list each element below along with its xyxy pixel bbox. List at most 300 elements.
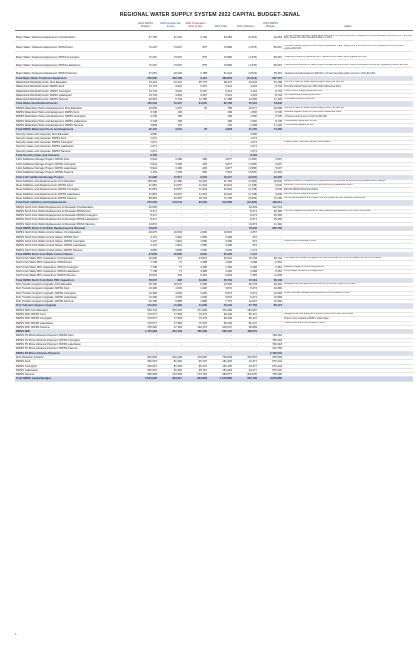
value-cell: - [258, 149, 283, 153]
row-label: RWSS Watershed Tools and Equipment: RWSS Kent [15, 111, 133, 115]
value-cell: 7,383 [233, 274, 258, 278]
note-cell: • Fire/water Inventory $10,000 [283, 98, 413, 102]
note-cell: Budgeted plan sun approved 12/31/2020 by RWSS Project Committee [283, 282, 413, 286]
row-label: 1410 Additional Storage Project: RWSS Kent [15, 158, 133, 162]
value-cell: - [183, 209, 208, 213]
value-cell: 1,885 [183, 300, 208, 304]
value-cell: 5,396 [183, 282, 208, 286]
budget-table [15, 22, 413, 382]
note-cell: Project expected to be complete in 2021 [283, 321, 413, 325]
note-cell: 2022 Budget carryover to budget 2021 [283, 270, 413, 274]
value-cell: 4,536 [158, 287, 183, 291]
value-cell: 31,881 [133, 188, 158, 192]
value-cell: 1,071 [233, 141, 258, 145]
value-cell: 1,580 [183, 235, 208, 239]
value-cell: 13,396 [133, 295, 158, 299]
value-cell: 3,893 [133, 123, 158, 127]
value-cell: 85,473 [258, 304, 283, 308]
value-cell: 3,748 [133, 111, 158, 115]
row-label: RWSS Tacoma [15, 373, 133, 377]
value-cell: 21,725 [233, 128, 258, 132]
value-cell: 7,147 [233, 252, 258, 256]
value-cell: 3,268 [233, 265, 258, 269]
value-cell: (3,570) [233, 171, 258, 175]
value-cell: - [233, 347, 258, 351]
column-header-budget: 2021 RWSS Budget [133, 22, 158, 30]
value-cell: 3,700 [183, 35, 208, 41]
row-label: 1410 Additional Storage Project: RWSS Tacoma [15, 171, 133, 175]
value-cell: 11,039 [258, 274, 283, 278]
row-label: RWSS North Fork Wells Control Valves: RWSS Kent [15, 235, 133, 239]
value-cell: 128,000 [133, 179, 158, 183]
value-cell: 73,007 [158, 64, 183, 68]
value-cell: 8,743 [258, 89, 283, 93]
value-cell: (1,556) [233, 162, 258, 166]
value-cell: 37,119 [233, 278, 258, 282]
row-label: RWSS Covington [15, 364, 133, 368]
row-label: Watershed Refurbishments: RWSS Tacoma [15, 98, 133, 102]
value-cell: - [233, 338, 258, 342]
value-cell: 3,844 [158, 85, 183, 89]
value-cell: (52,037) [233, 373, 258, 377]
row-label: RWSS WW: RWSS Lakehaven [15, 321, 133, 325]
value-cell: 1,580 [183, 244, 208, 248]
value-cell: 13,396 [133, 287, 158, 291]
value-cell: - [208, 145, 233, 149]
value-cell: 10,874 [233, 222, 258, 226]
value-cell: 4,107 [133, 239, 158, 243]
value-cell: 94,653 [258, 35, 283, 41]
value-cell: 80,147 [233, 317, 258, 321]
value-cell: 21,986 [133, 175, 158, 179]
note-cell: Projects have / will been transfer to as states. [283, 141, 413, 145]
value-cell: (3,573) [233, 72, 258, 76]
note-cell: This line will add for large capital items that share, for, within the time of budgeting. 2,000 is estimate for 10/10/18 is ~ $35,000 Early forward for 2019 needed facilities in 2021. [284, 34, 412, 40]
value-cell: 13,743 [133, 85, 158, 89]
note-cell: The project will replace the aging PRC with new Lake PRC's at the Watershed North Fork Wells [283, 257, 413, 261]
page-number: 1 [15, 632, 17, 636]
note-cell: Potential Capital Project for 2021-2022 Watershed Plant [283, 85, 413, 89]
row-label: RWSS Watershed Tools and Equipment: First Elevation [15, 106, 133, 110]
row-label: Security Gates and Cameras: RWSS Tacoma [15, 149, 133, 153]
value-cell: 476 [158, 123, 183, 127]
row-label: Security Gates and Cameras: First Elevation [15, 132, 133, 136]
value-cell: 7,249 [158, 171, 183, 175]
value-cell: 1,071 [233, 149, 258, 153]
value-cell: 793,025 [208, 355, 233, 359]
row-label: RWSS P3 Move Advance Payment: RWSS Tacoma [15, 347, 133, 351]
row-label: Fish Transfer Hoppers Upgrade [15, 304, 133, 308]
value-cell: 1,036 [183, 291, 208, 295]
value-cell: 4,500 [233, 132, 258, 136]
value-cell: 34,377 [233, 368, 258, 372]
value-cell: 8,471 [133, 218, 158, 222]
value-cell: - [158, 145, 183, 149]
value-cell: 3,268 [233, 261, 258, 265]
value-cell: 81,363 [158, 360, 183, 364]
value-cell: 77 [158, 265, 183, 269]
value-cell: 12,304 [258, 171, 283, 175]
value-cell: - [208, 351, 233, 355]
value-cell: - [183, 334, 208, 338]
row-label: Total RWSS Capital Budget [15, 377, 133, 381]
value-cell: - [158, 136, 183, 140]
row-label: RWSS Watershed Tools and Equipment: RWSS Tacoma [15, 123, 133, 127]
value-cell: 919,469 [158, 355, 183, 359]
note-cell: Project has been delayed and expected to be completed in 2022 [283, 291, 413, 295]
value-cell: 7,738 [133, 265, 158, 269]
value-cell: - [183, 343, 208, 347]
value-cell: 476,469 [208, 308, 233, 312]
value-cell: 79,475 [183, 317, 208, 321]
row-label: Total RWSS Watershed Tools and Equipment [15, 128, 133, 132]
value-cell: 73,846 [258, 102, 283, 106]
row-label: RWSS WW: RWSS Tacoma [15, 325, 133, 329]
value-cell: 189 [208, 119, 233, 123]
value-cell: 4,398 [183, 265, 208, 269]
value-cell: 7,738 [133, 261, 158, 265]
value-cell: - [258, 141, 283, 145]
value-cell: 195 [158, 119, 183, 123]
row-label: North Fork Wells PRC Capacitors: RWSS Covington [15, 265, 133, 269]
value-cell: 3,844 [158, 93, 183, 97]
row-label: RWSS P3 Move Advance Payment: RWSS Lakehaven [15, 343, 133, 347]
row-label: North Fork Wells PRC Capacitors: RWSS Lakehaven [15, 270, 133, 274]
value-cell: 1,816 [158, 239, 183, 243]
value-cell: 11,543 [183, 188, 208, 192]
value-cell: 17,429 [258, 123, 283, 127]
value-cell: 30,303 [258, 175, 283, 179]
value-cell: 8,474 [233, 291, 258, 295]
value-cell: 19,515 [208, 231, 233, 235]
note-cell: • Pressure and sensor monitoring $20,000 [283, 115, 413, 119]
value-cell: (6,015) [233, 35, 258, 41]
value-cell: - [158, 227, 183, 231]
note-cell: Potential Capital Project for 2021-2022 Watershed Plant [283, 111, 413, 115]
value-cell: 3,748 [133, 119, 158, 123]
value-cell: 184,087 [233, 308, 258, 312]
document-title: REGIONAL WATER SUPPLY SYSTEM 2022 CAPITAL BUDGET-JENAL [119, 12, 301, 18]
row-label: Watershed Refurbishments: RWSS Lakehaven [15, 93, 133, 97]
value-cell: 330,997 [133, 364, 158, 368]
column-header-actuals: 2021 Actuals Jan to Aug [158, 22, 183, 30]
value-cell: 2,554,600 [133, 377, 158, 381]
value-cell: 975,444 [258, 368, 283, 372]
value-cell: 3,828 [208, 128, 233, 132]
value-cell: 972 [233, 244, 258, 248]
value-cell: - [208, 227, 233, 231]
value-cell: 55,697 [258, 64, 283, 68]
value-cell: - [158, 218, 183, 222]
row-label: Total Watershed Refurbishments [15, 102, 133, 106]
value-cell: (5,903) [233, 196, 258, 200]
column-header-projections: 2021 Projections Sept to Dec [183, 22, 208, 30]
value-cell: 270,592 [133, 201, 158, 205]
value-cell: - [208, 347, 233, 351]
value-cell: 74,460 [258, 128, 283, 132]
row-label: Total RWSS North Fork Wells Control Valves [15, 252, 133, 256]
value-cell: 3,057 [233, 231, 258, 235]
value-cell: 73,882 [208, 56, 233, 60]
note-cell: • Surveillance equipment $5,000 [283, 119, 413, 123]
value-cell: 5,007 [258, 166, 283, 170]
value-cell: 173,754 [183, 373, 208, 377]
value-cell: 790,418 [258, 334, 283, 338]
value-cell: 94,983 [208, 35, 233, 41]
value-cell: 4,154 [133, 171, 158, 175]
value-cell: 337,697 [233, 355, 258, 359]
value-cell: 3,396 [208, 244, 233, 248]
value-cell: - [208, 141, 233, 145]
row-label: RWSS North Fork Wells Replacement & Renewal: RWSS Lakehaven [15, 218, 133, 222]
value-cell: 10,603 [133, 274, 158, 278]
value-cell: 5,874 [208, 287, 233, 291]
value-cell: 108,314 [258, 201, 283, 205]
value-cell: 8,471 [233, 218, 258, 222]
value-cell: 10,077 [233, 106, 258, 110]
value-cell: (2,738) [233, 188, 258, 192]
value-cell: - [183, 123, 208, 127]
row-label: RWSS North Fork Wells Control Valves: RWSS Covington [15, 239, 133, 243]
value-cell: - [258, 132, 283, 136]
value-cell: - [208, 222, 233, 226]
value-cell: 330,997 [133, 360, 158, 364]
value-cell: 18,637 [158, 282, 183, 286]
value-cell: 496 [183, 158, 208, 162]
value-cell: - [233, 343, 258, 347]
row-label: RWSS Kent [15, 360, 133, 364]
value-cell: 5,843 [208, 274, 233, 278]
row-label: RWSS North Fork Wells Control Valves: RWSS Lakehaven [15, 244, 133, 248]
value-cell: 99,715 [183, 368, 208, 372]
value-cell: 9,081 [183, 252, 208, 256]
value-cell: 5,874 [208, 295, 233, 299]
value-cell: 64,050 [183, 102, 208, 106]
value-cell: - [133, 334, 158, 338]
value-cell: 4,401 [233, 89, 258, 93]
value-cell: 3,276,885 [258, 377, 283, 381]
value-cell: - [208, 343, 233, 347]
value-cell: 5,944 [133, 166, 158, 170]
value-cell: 81,363 [158, 368, 183, 372]
note-cell: $30,000 RWSS Watershed Patrol [283, 192, 413, 196]
value-cell: - [133, 347, 158, 351]
value-cell: - [158, 338, 183, 342]
value-cell: 176,577 [133, 317, 158, 321]
value-cell: 1,071 [133, 149, 158, 153]
value-cell: 410,750 [258, 347, 283, 351]
value-cell: 10,404 [183, 179, 208, 183]
value-cell: 3,396 [208, 239, 233, 243]
value-cell: 16,509 [158, 231, 183, 235]
value-cell: - [158, 214, 183, 218]
value-cell: - [258, 317, 283, 321]
value-cell: 590 [183, 171, 208, 175]
row-label: RWSS North Fork Wells Replacement & Renewal: First Elevation [15, 205, 133, 209]
value-cell: 3,268 [233, 270, 258, 274]
value-cell: 790,418 [258, 343, 283, 347]
value-cell: 6,046 [258, 184, 283, 188]
value-cell: 8,784 [233, 154, 258, 158]
value-cell: 77 [158, 270, 183, 274]
row-label: RWSS Watershed Tools and Equipment: RWSS Lakehaven [15, 119, 133, 123]
value-cell: - [158, 343, 183, 347]
row-label: Watershed Refurbishments: First Elevation [15, 80, 133, 84]
row-label: Fleet Additions and Replacements: RWSS Kent [15, 184, 133, 188]
row-label: North Fork Wells PRC Capacitors: First Elevation [15, 257, 133, 261]
value-cell: 875 [183, 64, 208, 68]
value-cell: 4,536 [158, 295, 183, 299]
value-cell: 77,969 [158, 317, 183, 321]
value-cell: - [183, 132, 208, 136]
value-cell: 756,300 [258, 373, 283, 377]
value-cell: 35,365 [258, 218, 283, 222]
value-cell: 176,577 [133, 313, 158, 317]
value-cell: 282,769 [258, 227, 283, 231]
value-cell: 4,401 [233, 85, 258, 89]
value-cell: 934,117 [158, 377, 183, 381]
value-cell: - [183, 214, 208, 218]
value-cell: 875 [183, 56, 208, 60]
row-label: RWSS North Fork Wells Control Valves: RWSS Tacoma [15, 248, 133, 252]
value-cell: 1,071 [133, 136, 158, 140]
value-cell: 1,560 [233, 119, 258, 123]
value-cell: 47,055 [133, 252, 158, 256]
value-cell: 975,444 [258, 364, 283, 368]
value-cell: 3,877 [208, 166, 233, 170]
value-cell: (1,675) [233, 56, 258, 60]
value-cell: 1,505 [183, 248, 208, 252]
row-label: Major Water Treatment Equipment: RWSS Lakehaven [15, 64, 133, 68]
value-cell: - [158, 209, 183, 213]
value-cell: 5,885 [158, 300, 183, 304]
value-cell: 10,874 [133, 222, 158, 226]
value-cell: 30,023 [233, 80, 258, 84]
value-cell: 24,057 [158, 192, 183, 196]
value-cell: 496 [183, 166, 208, 170]
row-label: RWSS P3 Move Advance Payment [15, 351, 133, 355]
row-label: Security Gates and Cameras: RWSS Lakehaven [15, 145, 133, 149]
value-cell: 8,471 [133, 209, 158, 213]
value-cell: 13,743 [133, 93, 158, 97]
value-cell: 69,778 [233, 282, 258, 286]
value-cell: 58,953 [133, 196, 158, 200]
value-cell: 32,653 [133, 205, 158, 209]
value-cell: - [133, 338, 158, 342]
value-cell: 7,770 [208, 300, 233, 304]
value-cell: - [183, 141, 208, 145]
value-cell: (2,738) [233, 192, 258, 196]
value-cell: 693,423 [208, 330, 233, 334]
value-cell: 3,877 [208, 158, 233, 162]
value-cell: 189 [208, 111, 233, 115]
value-cell: 19,743 [183, 196, 208, 200]
value-cell: - [183, 111, 208, 115]
value-cell: - [158, 149, 183, 153]
value-cell: 73,007 [158, 45, 183, 51]
value-cell: 195 [158, 111, 183, 115]
value-cell: 1,580 [183, 239, 208, 243]
row-label: Security Gates and Cameras: RWSS Kent [15, 136, 133, 140]
value-cell: 80,147 [233, 321, 258, 325]
value-cell: 17,488 [208, 98, 233, 102]
value-cell: 29,975 [133, 231, 158, 235]
value-cell: 41,394 [258, 222, 283, 226]
value-cell: 5,944 [133, 162, 158, 166]
value-cell: 1,560 [233, 115, 258, 119]
column-header-variance: 2021 Variance [233, 22, 258, 30]
value-cell: 972 [233, 239, 258, 243]
value-cell: 73,007 [158, 56, 183, 60]
value-cell: 41,990 [158, 304, 183, 308]
value-cell: 25,137 [133, 128, 158, 132]
value-cell: 74,730 [208, 196, 233, 200]
value-cell: 828 [158, 278, 183, 282]
value-cell: 7,738 [133, 270, 158, 274]
note-cell: Budgeted plan sun approved 6/9/2020 by RWSS Project Committee [283, 313, 413, 317]
value-cell: 636,701 [133, 308, 158, 312]
value-cell: - [208, 149, 233, 153]
value-cell: 195 [158, 115, 183, 119]
value-cell: 11,543 [183, 184, 208, 188]
value-cell: 30,188 [258, 80, 283, 84]
value-cell: 80,147 [233, 313, 258, 317]
value-cell: 19,749 [233, 257, 258, 261]
value-cell: (14,613) [233, 76, 258, 80]
value-cell: 6,046 [258, 192, 283, 196]
value-cell: 55,291 [233, 102, 258, 106]
row-label: Total 1410 Additional Storage Project [15, 175, 133, 179]
value-cell: 8,474 [233, 295, 258, 299]
value-cell: 489,579 [233, 330, 258, 334]
value-cell: - [183, 347, 208, 351]
row-label: Fleet Additions and Replacements: RWSS Covington [15, 188, 133, 192]
value-cell: 68,683 [233, 325, 258, 329]
value-cell: 24,057 [158, 184, 183, 188]
note-cell: This and Capital Fund benefits for large capital improvements of the North Fork Wells [283, 209, 413, 213]
value-cell: - [183, 145, 208, 149]
value-cell: 13,396 [133, 291, 158, 295]
value-cell: 72,207 [133, 45, 158, 51]
value-cell: - [183, 222, 208, 226]
value-cell: 8,745 [258, 119, 283, 123]
row-label: Total RWSS North Fork Wells PRC Capacitors [15, 278, 133, 282]
value-cell: 1,071 [133, 145, 158, 149]
row-label: RWSS Watershed Tools and Equipment: RWSS Covington [15, 115, 133, 119]
value-cell: 65,039 [183, 201, 208, 205]
value-cell: - [233, 351, 258, 355]
row-label: RWSS WW: First Elevation [15, 308, 133, 312]
value-cell: 371,659 [183, 308, 208, 312]
value-cell: 189 [208, 115, 233, 119]
value-cell: 34,624 [208, 184, 233, 188]
note-cell: Partner-owned assets are funded from this project as their Stocked Investments [283, 196, 413, 200]
note-cell: • Pumphouse gauges $5,000 [283, 123, 413, 127]
value-cell: 31,760 [208, 179, 233, 183]
value-cell: 99,439 [208, 313, 233, 317]
value-cell: (1,556) [233, 158, 258, 162]
value-cell: 1,071 [233, 136, 258, 140]
row-label: Watershed Refurbishments: RWSS Covington [15, 89, 133, 93]
value-cell: 1,036 [183, 287, 208, 291]
value-cell: 20,000 [258, 179, 283, 183]
value-cell: 4,460 [208, 265, 233, 269]
value-cell: 24,870 [183, 257, 208, 261]
value-cell: 36,744 [258, 257, 283, 261]
value-cell: 43,000 [133, 257, 158, 261]
value-cell: 2,788 [183, 72, 208, 76]
value-cell: 1,071 [133, 141, 158, 145]
